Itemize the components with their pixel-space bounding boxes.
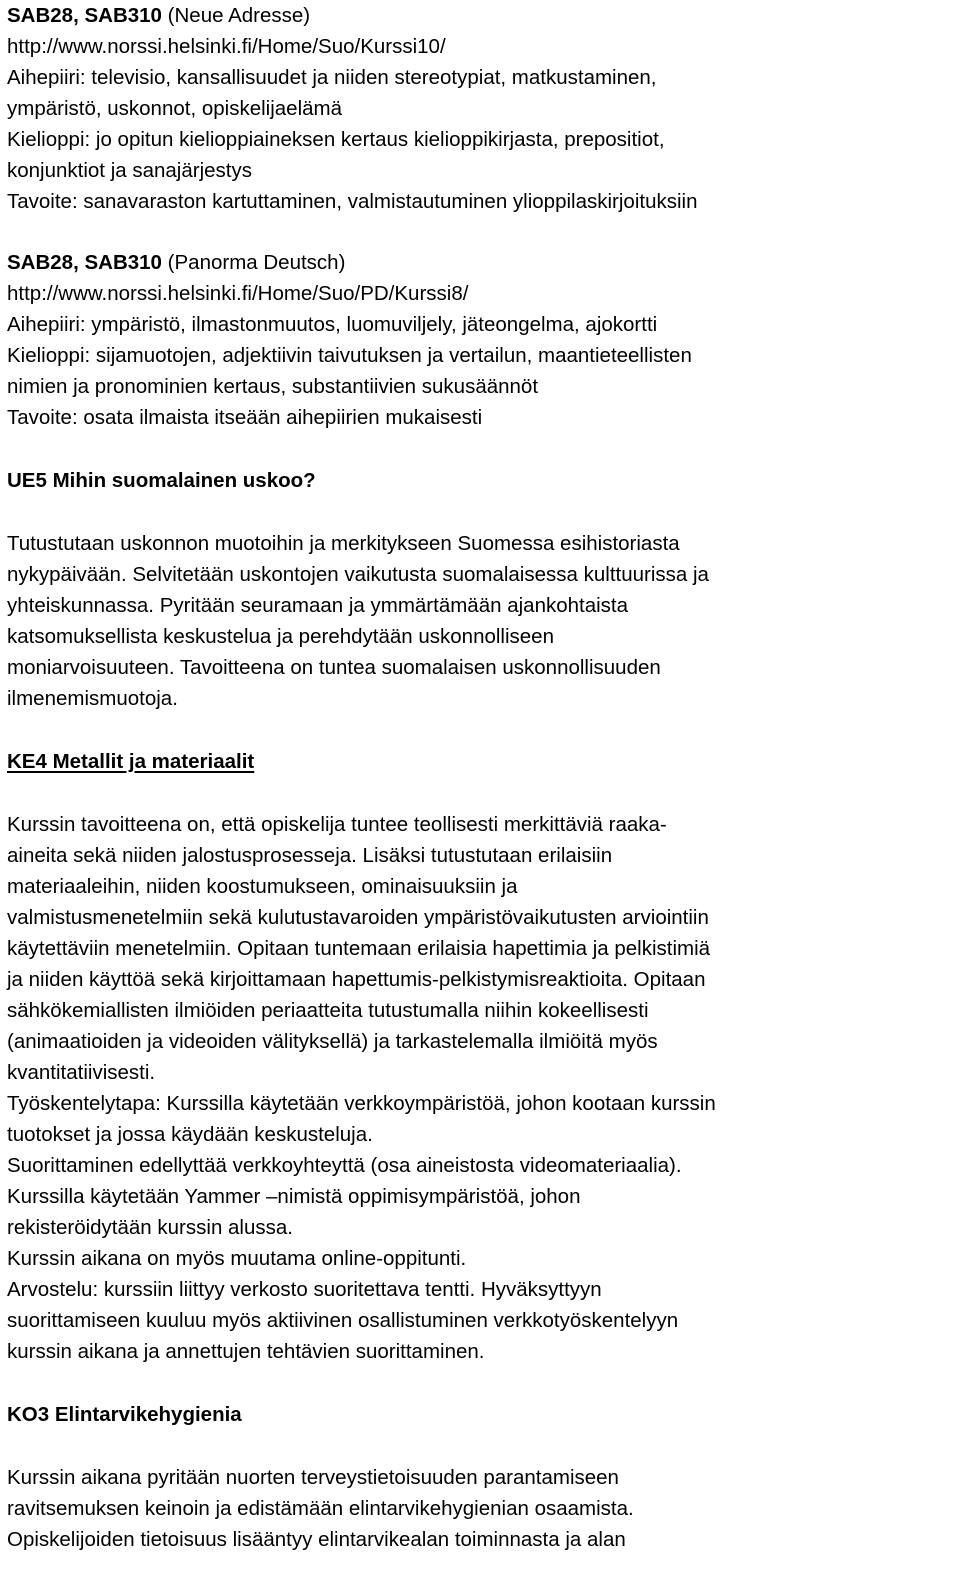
paragraph-line: Opiskelijoiden tietoisuus lisääntyy elintarvikealan toiminnasta ja alan	[7, 1528, 626, 1551]
paragraph-line: Aihepiiri: televisio, kansallisuudet ja niiden stereotypiat, matkustaminen,	[7, 66, 657, 89]
section-heading: UE5 Mihin suomalainen uskoo?	[7, 469, 316, 492]
course-url: http://www.norssi.helsinki.fi/Home/Suo/Kurssi10/	[7, 35, 446, 58]
paragraph-line: Kielioppi: jo opitun kielioppiaineksen kertaus kielioppikirjasta, prepositiot,	[7, 128, 665, 151]
paragraph-line: ravitsemuksen keinoin ja edistämään elintarvikehygienian osaamista.	[7, 1497, 634, 1520]
course-url: http://www.norssi.helsinki.fi/Home/Suo/PD/Kurssi8/	[7, 282, 469, 305]
paragraph-line: käytettäviin menetelmiin. Opitaan tuntemaan erilaisia hapettimia ja pelkistimiä	[7, 937, 711, 960]
paragraph-line: Arvostelu: kurssiin liittyy verkosto suoritettava tentti. Hyväksyttyyn	[7, 1278, 602, 1301]
course-code: SAB28, SAB310	[7, 251, 162, 274]
paragraph-line: materiaaleihin, niiden koostumukseen, ominaisuuksiin ja	[7, 875, 518, 898]
paragraph-line: ympäristö, uskonnot, opiskelijaelämä	[7, 97, 342, 120]
heading-spacer	[7, 777, 957, 809]
paragraph-line: rekisteröidytään kurssin alussa.	[7, 1216, 293, 1239]
paragraph-line: konjunktiot ja sanajärjestys	[7, 159, 252, 182]
section-sab-neue-adresse	[7, 0, 957, 217]
section-heading: KO3 Elintarvikehygienia	[7, 1403, 242, 1426]
section-ko3	[7, 1399, 957, 1555]
section-heading: KE4 Metallit ja materiaalit	[7, 750, 255, 773]
section-heading	[7, 247, 957, 278]
paragraph-line: Kurssin aikana pyritään nuorten terveystietoisuuden parantamiseen	[7, 1466, 619, 1489]
paragraph-line: katsomuksellista keskustelua ja perehdytään uskonnolliseen	[7, 625, 554, 648]
paragraph-line: Tavoite: osata ilmaista itseään aihepiirien mukaisesti	[7, 406, 483, 429]
section-ke4	[7, 746, 957, 1367]
section-heading	[7, 0, 957, 31]
paragraph-line: suorittamiseen kuuluu myös aktiivinen osallistuminen verkkotyöskentelyyn	[7, 1309, 679, 1332]
paragraph-line: ilmenemismuotoja.	[7, 687, 178, 710]
paragraph-line: Kielioppi: sijamuotojen, adjektiivin taivutuksen ja vertailun, maantieteellisten	[7, 344, 692, 367]
paragraph-line: Tavoite: sanavaraston kartuttaminen, valmistautuminen ylioppilaskirjoituksiin	[7, 190, 698, 213]
paragraph-line: kurssin aikana ja annettujen tehtävien suorittaminen.	[7, 1340, 485, 1363]
paragraph-line: Kurssin tavoitteena on, että opiskelija tuntee teollisesti merkittäviä raaka-	[7, 813, 667, 836]
section-sab-panorma-deutsch	[7, 247, 957, 433]
paragraph-line: yhteiskunnassa. Pyritään seuramaan ja ymmärtämään ajankohtaista	[7, 594, 629, 617]
paragraph-line: ja niiden käyttöä sekä kirjoittamaan hapettumis-pelkistymisreaktioita. Opitaan	[7, 968, 706, 991]
paragraph-line: tuotokset ja jossa käydään keskusteluja.	[7, 1123, 373, 1146]
section-spacer	[7, 217, 957, 247]
paragraph-line: aineita sekä niiden jalostusprosesseja. Lisäksi tutustutaan erilaisiin	[7, 844, 613, 867]
section-ue5	[7, 465, 957, 714]
paragraph-line: nimien ja pronominien kertaus, substantiivien sukusäännöt	[7, 375, 539, 398]
course-code: SAB28, SAB310	[7, 4, 162, 27]
paragraph-line: Tutustutaan uskonnon muotoihin ja merkitykseen Suomessa esihistoriasta	[7, 532, 680, 555]
course-subtitle: (Panorma Deutsch)	[161, 251, 346, 274]
paragraph-line: nykypäivään. Selvitetään uskontojen vaikutusta suomalaisessa kulttuurissa ja	[7, 563, 709, 586]
paragraph-line: moniarvoisuuteen. Tavoitteena on tuntea suomalaisen uskonnollisuuden	[7, 656, 661, 679]
paragraph-line: Kurssilla käytetään Yammer –nimistä oppimisympäristöä, johon	[7, 1185, 581, 1208]
paragraph-line: valmistusmenetelmiin sekä kulutustavaroiden ympäristövaikutusten arviointiin	[7, 906, 709, 929]
heading-spacer	[7, 1430, 957, 1462]
course-subtitle: (Neue Adresse)	[161, 4, 311, 27]
section-spacer	[7, 433, 957, 465]
paragraph-line: kvantitatiivisesti.	[7, 1061, 156, 1084]
heading-spacer	[7, 496, 957, 528]
paragraph-line: Suorittaminen edellyttää verkkoyhteyttä (osa aineistosta videomateriaalia).	[7, 1154, 682, 1177]
paragraph-line: Aihepiiri: ympäristö, ilmastonmuutos, luomuviljely, jäteongelma, ajokortti	[7, 313, 658, 336]
section-spacer	[7, 714, 957, 746]
paragraph-line: (animaatioiden ja videoiden välityksellä) ja tarkastelemalla ilmiöitä myös	[7, 1030, 658, 1053]
paragraph-line: Työskentelytapa: Kurssilla käytetään verkkoympäristöä, johon kootaan kurssin	[7, 1092, 716, 1115]
paragraph-line: sähkökemiallisten ilmiöiden periaatteita tutustumalla niihin kokeellisesti	[7, 999, 649, 1022]
document-page	[7, 0, 957, 1555]
paragraph-line: Kurssin aikana on myös muutama online-oppitunti.	[7, 1247, 467, 1270]
section-spacer	[7, 1367, 957, 1399]
